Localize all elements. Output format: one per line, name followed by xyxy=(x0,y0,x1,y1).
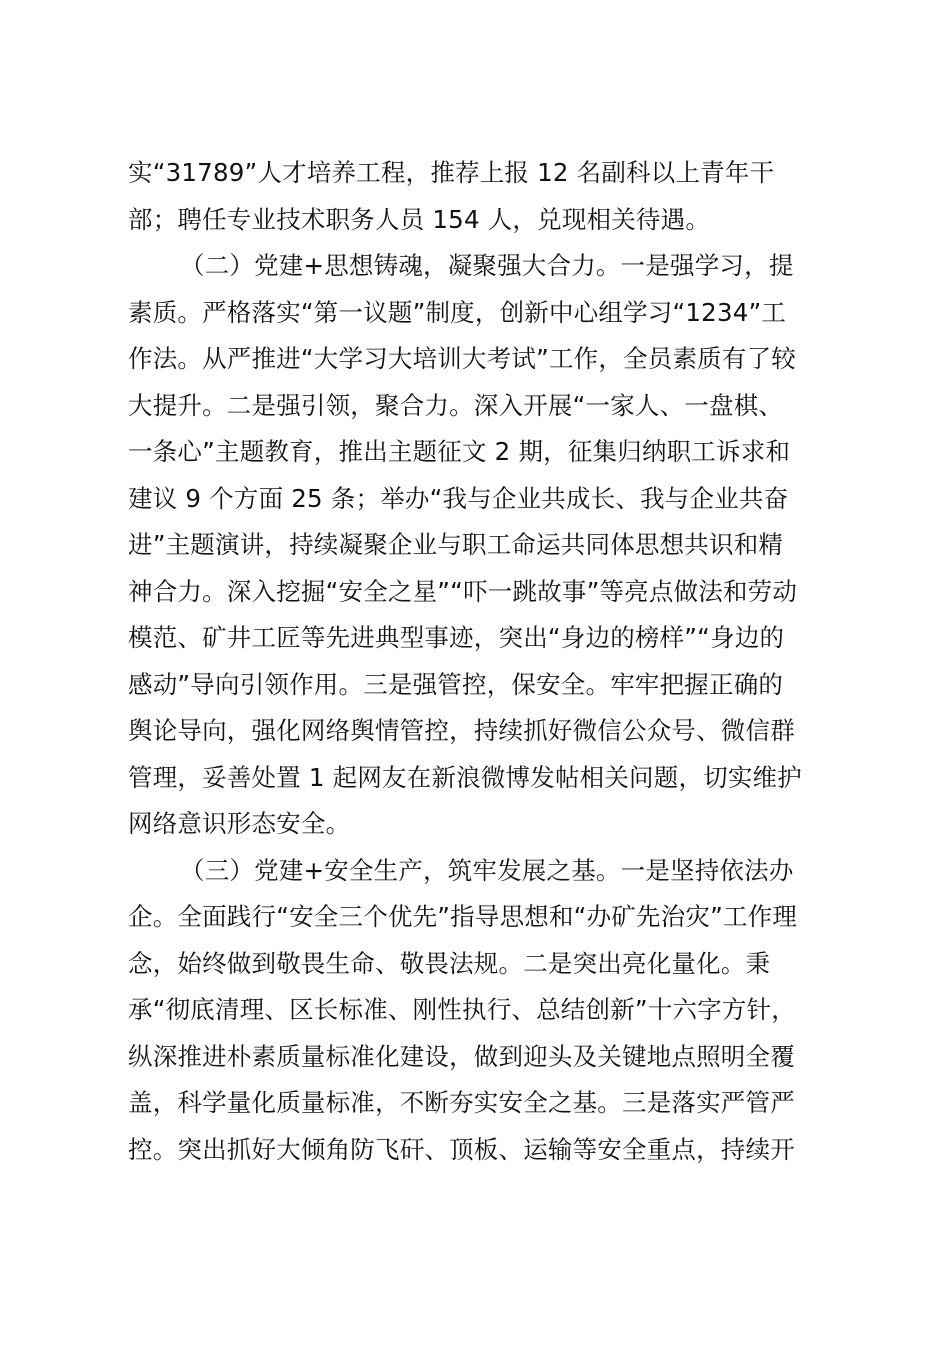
text-line: 作法。从严推进“大学习大培训大考试”工作，全员素质有了较 xyxy=(128,344,796,373)
section-heading-line: （三）党建+安全生产，筑牢发展之基。一是坚持依法办 xyxy=(180,855,794,885)
text-line: 建议 9 个方面 25 条；举办“我与企业共成长、我与企业共奋 xyxy=(128,483,789,513)
text-line: 控。突出抓好大倾角防飞矸、顶板、运输等安全重点，持续开 xyxy=(128,1134,795,1164)
text-line: 企。全面践行“安全三个优先”指导思想和“办矿先治灾”工作理 xyxy=(128,902,798,931)
body-text xyxy=(128,150,828,1173)
text-line: 纵深推进朴素质量标准化建设，做到迎头及关键地点照明全覆 xyxy=(128,1041,795,1071)
text-line: 部；聘任专业技术职务人员 154 人，兑现相关待遇。 xyxy=(128,204,711,234)
text-line: 承“彻底清理、区长标准、刚性执行、总结创新”十六字方针， xyxy=(128,995,796,1024)
text-line: 素质。严格落实“第一议题”制度，创新中心组学习“1234”工 xyxy=(128,297,787,327)
text-line: 盖，科学量化质量标准，不断夯实安全之基。三是落实严管严 xyxy=(128,1088,795,1117)
text-line: 大提升。二是强引领，聚合力。深入开展“一家人、一盘棋、 xyxy=(128,390,784,420)
text-line: 网络意识形态安全。 xyxy=(128,809,351,838)
text-line: 感动”导向引领作用。三是强管控，保安全。牢牢把握正确的 xyxy=(128,669,784,699)
text-line: 实“31789”人才培养工程，推荐上报 12 名副科以上青年干 xyxy=(128,158,775,187)
text-line: 神合力。深入挖掘“安全之星”“吓一跳故事”等亮点做法和劳动 xyxy=(128,576,798,606)
text-line: 舆论导向，强化网络舆情管控，持续抓好微信公众号、微信群 xyxy=(128,716,795,745)
text-line: 一条心”主题教育，推出主题征文 2 期，征集归纳职工诉求和 xyxy=(128,437,791,466)
text-line: 管理，妥善处置 1 起网友在新浪微博发帖相关问题，切实维护 xyxy=(128,762,802,792)
section-heading-line: （二）党建+思想铸魂，凝聚强大合力。一是强学习，提 xyxy=(180,251,794,280)
text-line: 进”主题演讲，持续凝聚企业与职工命运共同体思想共识和精 xyxy=(128,530,784,559)
text-line: 念，始终做到敬畏生命、敬畏法规。二是突出亮化量化。秉 xyxy=(128,948,771,978)
text-line: 模范、矿井工匠等先进典型事迹，突出“身边的榜样”“身边的 xyxy=(128,623,785,652)
